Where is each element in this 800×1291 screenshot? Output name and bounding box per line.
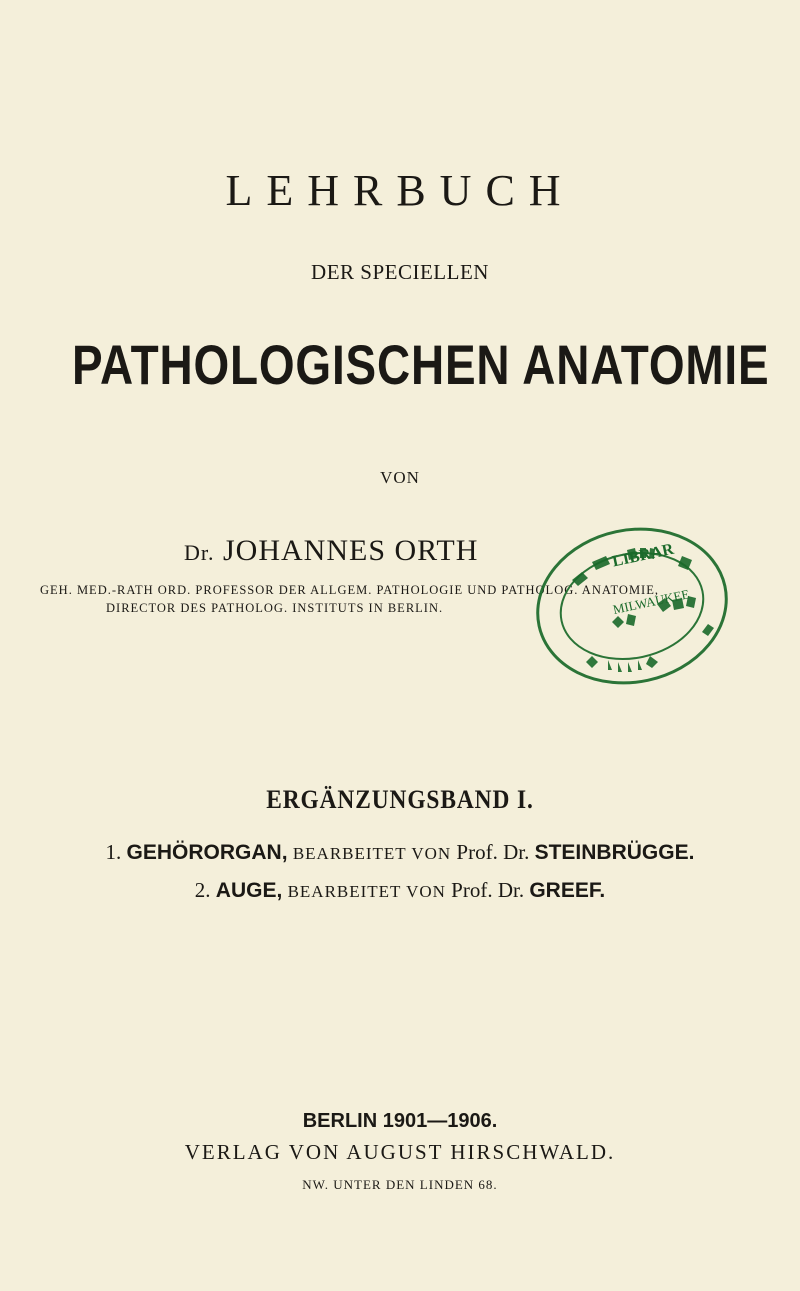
item-subject: AUGE, — [215, 879, 283, 902]
author-name-text: JOHANNES ORTH — [223, 534, 479, 567]
imprint-address: NW. UNTER DEN LINDEN 68. — [302, 1177, 498, 1192]
supplement-title: ERGÄNZUNGSBAND I. — [266, 785, 534, 814]
stamp-top-text: LIBRAR — [610, 540, 676, 571]
supplement-item — [0, 840, 800, 865]
author-prefix: Dr. — [184, 540, 215, 565]
item-number: 2. — [194, 878, 211, 902]
book-main-subject: PATHOLOGISCHEN ANATOMIE — [72, 333, 770, 396]
item-by-text: BEARBEITET VON — [292, 844, 452, 863]
imprint-publisher: VERLAG VON AUGUST HIRSCHWALD. — [184, 1140, 616, 1164]
item-editor: STEINBRÜGGE. — [534, 841, 695, 864]
item-editor-prefix: Prof. Dr. — [451, 878, 525, 902]
item-number: 1. — [105, 840, 122, 864]
item-subject: GEHÖRORGAN, — [126, 841, 288, 864]
by-word: VON — [380, 468, 420, 487]
item-editor: GREEF. — [529, 879, 606, 902]
item-editor-prefix: Prof. Dr. — [456, 840, 530, 864]
book-subtitle: DER SPECIELLEN — [311, 260, 489, 284]
stamp-bottom-text: MILWAUKEE — [611, 586, 691, 618]
imprint-city-years: BERLIN 1901—1906. — [302, 1110, 498, 1132]
author-title-line-1: GEH. MED.-RATH ORD. PROFESSOR DER ALLGEM. PATHOLOGIE UND PATHOLOG. ANATOMIE, — [40, 583, 659, 597]
item-by-text: BEARBEITET VON — [287, 882, 446, 901]
author-title-line-2: DIRECTOR DES PATHOLOG. INSTITUTS IN BERLIN. — [106, 601, 444, 615]
book-title: LEHRBUCH — [225, 166, 575, 215]
supplement-item — [0, 878, 800, 903]
library-stamp-icon — [532, 522, 732, 690]
